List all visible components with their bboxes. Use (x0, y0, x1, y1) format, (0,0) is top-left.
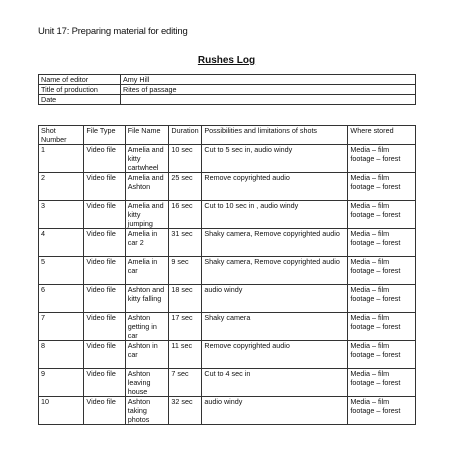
notes-cell: Remove copyrighted audio (202, 173, 348, 201)
file-type-cell: Video file (84, 397, 125, 425)
meta-label: Name of editor (39, 75, 121, 85)
table-header-row (39, 126, 416, 145)
shot-number-cell: 5 (39, 257, 84, 285)
shot-number-cell: 2 (39, 173, 84, 201)
file-name-cell: Amelia and kitty jumping (125, 201, 169, 229)
notes-cell: Shaky camera (202, 313, 348, 341)
notes-cell: audio windy (202, 285, 348, 313)
location-cell: Media – film footage – forest (348, 285, 416, 313)
file-type-cell: Video file (84, 285, 125, 313)
duration-cell: 17 sec (169, 313, 202, 341)
notes-cell: Remove copyrighted audio (202, 341, 348, 369)
column-header: Duration (169, 126, 202, 145)
file-type-cell: Video file (84, 173, 125, 201)
table-row (39, 145, 416, 173)
shot-number-cell: 1 (39, 145, 84, 173)
duration-cell: 11 sec (169, 341, 202, 369)
column-header: Possibilities and limitations of shots (202, 126, 348, 145)
table-row (39, 229, 416, 257)
duration-cell: 16 sec (169, 201, 202, 229)
table-row (39, 341, 416, 369)
shot-number-cell: 8 (39, 341, 84, 369)
duration-cell: 31 sec (169, 229, 202, 257)
shot-number-cell: 10 (39, 397, 84, 425)
file-type-cell: Video file (84, 229, 125, 257)
file-type-cell: Video file (84, 341, 125, 369)
location-cell: Media – film footage – forest (348, 257, 416, 285)
file-name-cell: Amelia in car (125, 257, 169, 285)
duration-cell: 18 sec (169, 285, 202, 313)
table-row (39, 369, 416, 397)
location-cell: Media – film footage – forest (348, 145, 416, 173)
log-title: Rushes Log (197, 55, 256, 66)
shot-number-cell: 3 (39, 201, 84, 229)
meta-value (121, 95, 416, 105)
file-name-cell: Amelia and kitty cartwheel (125, 145, 169, 173)
column-header: Where stored (348, 126, 416, 145)
location-cell: Media – film footage – forest (348, 173, 416, 201)
location-cell: Media – film footage – forest (348, 369, 416, 397)
notes-cell: Cut to 10 sec in , audio windy (202, 201, 348, 229)
file-type-cell: Video file (84, 313, 125, 341)
file-name-cell: Ashton taking photos (125, 397, 169, 425)
table-row (39, 313, 416, 341)
duration-cell: 9 sec (169, 257, 202, 285)
notes-cell: Cut to 5 sec in, audio windy (202, 145, 348, 173)
file-type-cell: Video file (84, 257, 125, 285)
column-header: Shot Number (39, 126, 84, 145)
notes-cell: Shaky camera, Remove copyrighted audio (202, 229, 348, 257)
location-cell: Media – film footage – forest (348, 341, 416, 369)
file-name-cell: Ashton and kitty falling (125, 285, 169, 313)
meta-row-editor (39, 75, 416, 85)
duration-cell: 32 sec (169, 397, 202, 425)
notes-cell: Cut to 4 sec in (202, 369, 348, 397)
notes-cell: Shaky camera, Remove copyrighted audio (202, 257, 348, 285)
file-name-cell: Ashton getting in car (125, 313, 169, 341)
production-info-table (38, 74, 416, 105)
file-name-cell: Amelia in car 2 (125, 229, 169, 257)
shot-number-cell: 6 (39, 285, 84, 313)
meta-label: Title of production (39, 85, 121, 95)
table-row (39, 173, 416, 201)
column-header: File Type (84, 126, 125, 145)
meta-row-title (39, 85, 416, 95)
meta-value: Rites of passage (121, 85, 416, 95)
table-row (39, 397, 416, 425)
file-type-cell: Video file (84, 201, 125, 229)
file-name-cell: Amelia and Ashton (125, 173, 169, 201)
duration-cell: 25 sec (169, 173, 202, 201)
meta-label: Date (39, 95, 121, 105)
table-row (39, 201, 416, 229)
meta-value: Amy Hill (121, 75, 416, 85)
file-type-cell: Video file (84, 369, 125, 397)
shot-number-cell: 4 (39, 229, 84, 257)
unit-title: Unit 17: Preparing material for editing (38, 26, 188, 37)
shot-number-cell: 9 (39, 369, 84, 397)
shot-number-cell: 7 (39, 313, 84, 341)
file-type-cell: Video file (84, 145, 125, 173)
location-cell: Media – film footage – forest (348, 201, 416, 229)
duration-cell: 7 sec (169, 369, 202, 397)
table-row (39, 257, 416, 285)
file-name-cell: Ashton leaving house (125, 369, 169, 397)
notes-cell: audio windy (202, 397, 348, 425)
meta-row-date (39, 95, 416, 105)
file-name-cell: Ashton in car (125, 341, 169, 369)
table-row (39, 285, 416, 313)
duration-cell: 10 sec (169, 145, 202, 173)
location-cell: Media – film footage – forest (348, 313, 416, 341)
rushes-log-table (38, 125, 416, 425)
location-cell: Media – film footage – forest (348, 397, 416, 425)
column-header: File Name (125, 126, 169, 145)
location-cell: Media – film footage – forest (348, 229, 416, 257)
